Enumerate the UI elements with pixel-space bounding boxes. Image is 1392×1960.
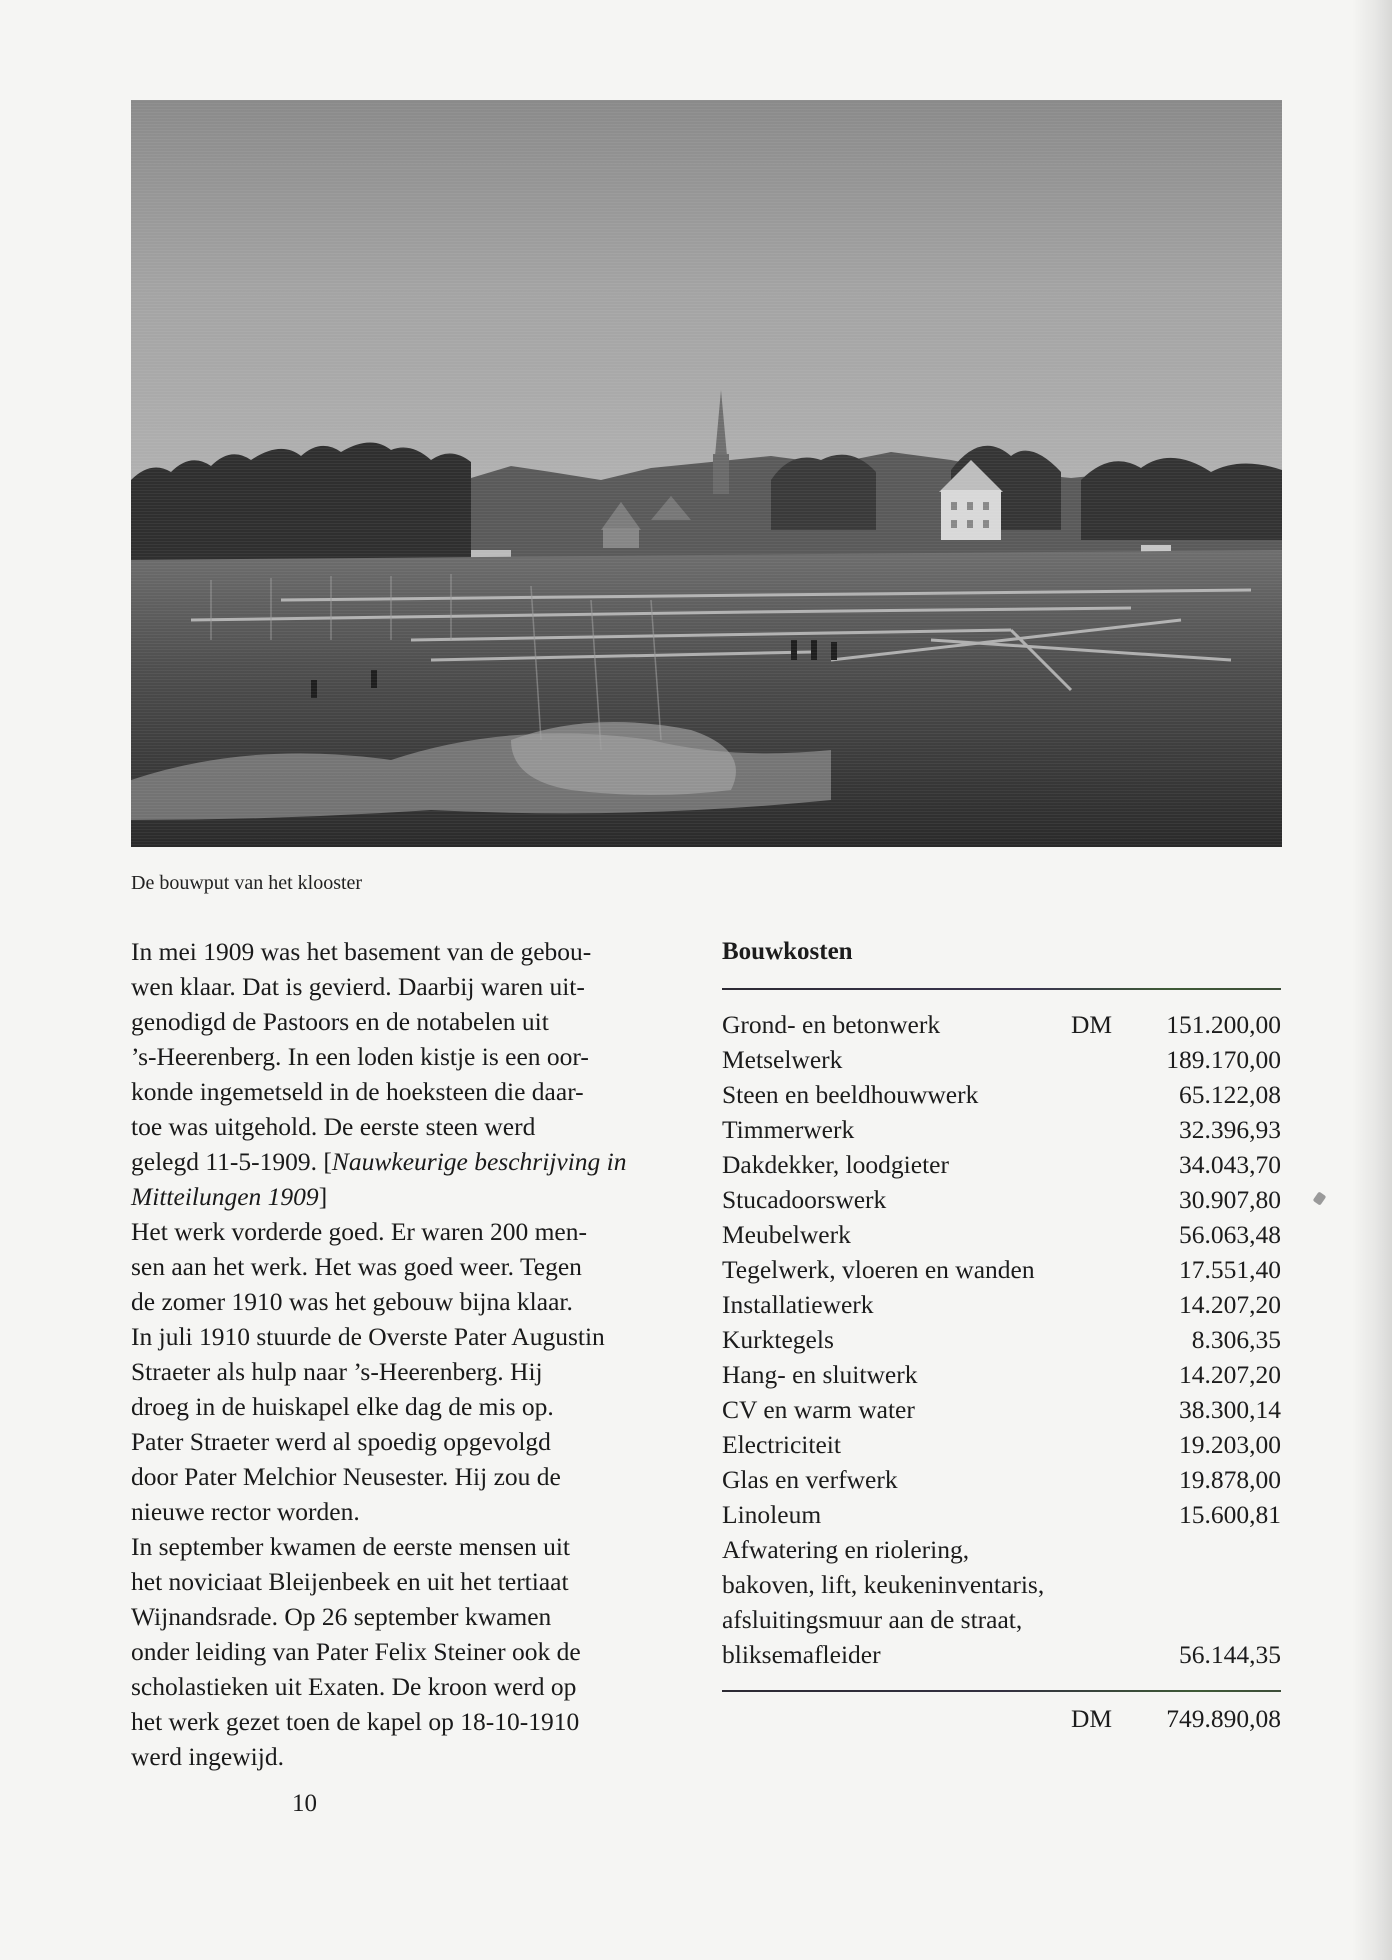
cost-label: afsluitingsmuur aan de straat, [722, 1605, 1023, 1634]
cost-row [722, 1602, 1281, 1637]
cost-amount: 14.207,20 [1179, 1290, 1281, 1319]
cost-amount [1131, 1602, 1281, 1637]
cost-row [722, 1007, 1281, 1042]
page-number: 10 [292, 1790, 317, 1817]
scan-speck [1313, 1191, 1327, 1205]
text-line: toe was uitgehold. De eerste steen werd [131, 1112, 536, 1141]
total-row [722, 1701, 1281, 1736]
text-line: droeg in de huiskapel elke dag de mis op. [131, 1392, 554, 1421]
costs-title: Bouwkosten [722, 938, 853, 965]
cost-label: Meubelwerk [722, 1220, 851, 1249]
cost-label: Electriciteit [722, 1430, 841, 1459]
cost-currency [1071, 1357, 1131, 1392]
cost-label: Metselwerk [722, 1045, 843, 1074]
cost-label: Stucadoorswerk [722, 1185, 887, 1214]
cost-row [722, 1567, 1281, 1602]
cost-amount: 34.043,70 [1179, 1150, 1281, 1179]
text-line: konde ingemetseld in de hoeksteen die daar- [131, 1077, 584, 1106]
cost-label: CV en warm water [722, 1395, 915, 1424]
cost-row [722, 1182, 1281, 1217]
cost-amount: 19.203,00 [1179, 1430, 1281, 1459]
text-line-with-citation [131, 1144, 691, 1179]
cost-amount: 30.907,80 [1179, 1185, 1281, 1214]
cost-currency [1071, 1182, 1131, 1217]
cost-currency [1071, 1637, 1131, 1672]
cost-amount: 19.878,00 [1179, 1465, 1281, 1494]
text-line: In mei 1909 was het basement van de gebou- [131, 937, 592, 966]
text-line: werd ingewijd. [131, 1742, 284, 1771]
text-line: Wijnandsrade. Op 26 september kwamen [131, 1602, 552, 1631]
cost-currency [1071, 1252, 1131, 1287]
cost-label: Tegelwerk, vloeren en wanden [722, 1255, 1035, 1284]
text-line: nieuwe rector worden. [131, 1497, 360, 1526]
body-text-column [131, 934, 691, 1774]
text-line: Straeter als hulp naar ’s-Heerenberg. Hij [131, 1357, 543, 1386]
cost-currency [1071, 1147, 1131, 1182]
cost-amount: 8.306,35 [1191, 1325, 1281, 1354]
cost-currency [1071, 1042, 1131, 1077]
cost-row [722, 1357, 1281, 1392]
cost-currency [1071, 1392, 1131, 1427]
cost-currency [1071, 1427, 1131, 1462]
text-line: In september kwamen de eerste mensen uit [131, 1532, 571, 1561]
cost-row [722, 1497, 1281, 1532]
text-line: sen aan het werk. Het was goed weer. Tegen [131, 1252, 582, 1281]
citation-italic: Nauwkeurige beschrijving in [331, 1147, 627, 1176]
cost-row [722, 1322, 1281, 1357]
text-fragment: gelegd 11-5-1909. [ [131, 1147, 332, 1176]
cost-row [722, 1462, 1281, 1497]
citation-italic: Mitteilungen 1909 [131, 1182, 319, 1211]
cost-row [722, 1427, 1281, 1462]
text-line: In juli 1910 stuurde de Overste Pater Augustin [131, 1322, 605, 1351]
cost-row [722, 1077, 1281, 1112]
cost-currency [1071, 1567, 1131, 1602]
text-line: het noviciaat Bleijenbeek en uit het tertiaat [131, 1567, 569, 1596]
cost-currency [1071, 1322, 1131, 1357]
total-amount: 749.890,08 [1166, 1704, 1281, 1733]
cost-label: Dakdekker, loodgieter [722, 1150, 949, 1179]
cost-label: Linoleum [722, 1500, 822, 1529]
cost-amount: 151.200,00 [1166, 1010, 1281, 1039]
cost-currency [1071, 1287, 1131, 1322]
cost-label: Grond- en betonwerk [722, 1010, 941, 1039]
cost-currency: DM [1071, 1010, 1113, 1039]
cost-amount: 14.207,20 [1179, 1360, 1281, 1389]
cost-amount: 56.063,48 [1179, 1220, 1281, 1249]
citation-bracket: ] [318, 1182, 328, 1211]
cost-currency [1071, 1532, 1131, 1567]
text-line: Pater Straeter werd al spoedig opgevolgd [131, 1427, 551, 1456]
cost-row [722, 1637, 1281, 1672]
text-line-citation [131, 1179, 691, 1214]
cost-amount: 17.551,40 [1179, 1255, 1281, 1284]
cost-amount: 56.144,35 [1179, 1640, 1281, 1669]
cost-amount: 189.170,00 [1166, 1045, 1281, 1074]
cost-row [722, 1217, 1281, 1252]
cost-label: Steen en beeldhouwwerk [722, 1080, 979, 1109]
cost-label: Glas en verfwerk [722, 1465, 898, 1494]
cost-amount [1131, 1532, 1281, 1567]
cost-row [722, 1252, 1281, 1287]
cost-row [722, 1287, 1281, 1322]
historical-photo [131, 100, 1282, 847]
cost-label: Afwatering en riolering, [722, 1535, 970, 1564]
photo-caption: De bouwput van het klooster [131, 872, 363, 894]
cost-label: Installatiewerk [722, 1290, 874, 1319]
cost-currency [1071, 1112, 1131, 1147]
cost-label: bakoven, lift, keukeninventaris, [722, 1570, 1045, 1599]
text-line: ’s-Heerenberg. In een loden kistje is een oor- [131, 1042, 589, 1071]
cost-row [722, 1392, 1281, 1427]
cost-currency [1071, 1497, 1131, 1532]
cost-row [722, 1147, 1281, 1182]
text-line: onder leiding van Pater Felix Steiner ook de [131, 1637, 581, 1666]
text-line: wen klaar. Dat is gevierd. Daarbij waren uit- [131, 972, 585, 1001]
cost-label: Kurktegels [722, 1325, 834, 1354]
text-line: door Pater Melchior Neusester. Hij zou de [131, 1462, 561, 1491]
cost-label: Timmerwerk [722, 1115, 855, 1144]
text-line: het werk gezet toen de kapel op 18-10-1910 [131, 1707, 580, 1736]
cost-currency [1071, 1077, 1131, 1112]
divider-top [722, 988, 1281, 990]
total-currency: DM [1071, 1704, 1113, 1733]
cost-currency [1071, 1602, 1131, 1637]
cost-row [722, 1112, 1281, 1147]
cost-amount: 32.396,93 [1179, 1115, 1281, 1144]
divider-total [722, 1690, 1281, 1692]
costs-list [722, 1007, 1281, 1672]
text-line: de zomer 1910 was het gebouw bijna klaar. [131, 1287, 573, 1316]
cost-label: bliksemafleider [722, 1640, 881, 1669]
construction-costs-table [722, 934, 1281, 1736]
text-line: scholastieken uit Exaten. De kroon werd op [131, 1672, 577, 1701]
cost-currency [1071, 1462, 1131, 1497]
cost-amount: 38.300,14 [1179, 1395, 1281, 1424]
cost-row [722, 1532, 1281, 1567]
text-line: Het werk vorderde goed. Er waren 200 men- [131, 1217, 587, 1246]
cost-currency [1071, 1217, 1131, 1252]
cost-amount: 65.122,08 [1179, 1080, 1281, 1109]
page-edge-shadow [1352, 0, 1392, 1960]
cost-amount [1131, 1567, 1281, 1602]
cost-row [722, 1042, 1281, 1077]
cost-amount: 15.600,81 [1179, 1500, 1281, 1529]
text-line: genodigd de Pastoors en de notabelen uit [131, 1007, 549, 1036]
cost-label: Hang- en sluitwerk [722, 1360, 918, 1389]
